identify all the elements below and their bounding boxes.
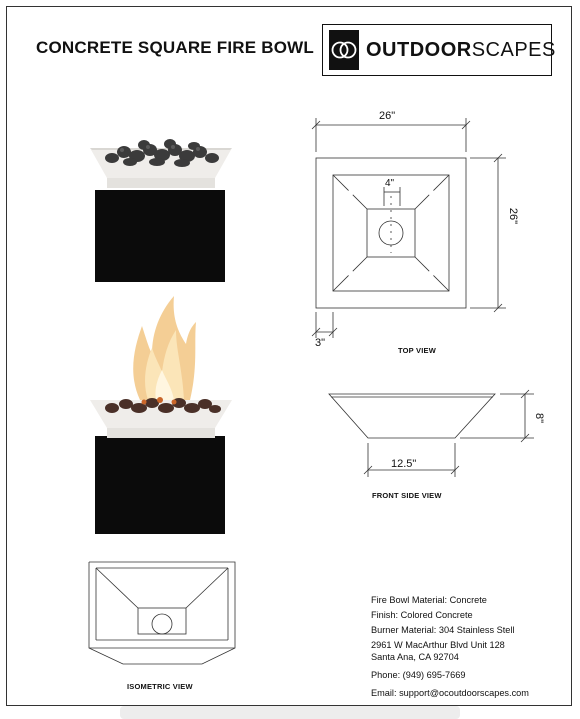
flame-icon xyxy=(133,296,196,400)
lip-width-label: 3" xyxy=(315,337,326,349)
isometric-view-caption: ISOMETRIC VIEW xyxy=(127,682,193,691)
spec-material: Fire Bowl Material: Concrete xyxy=(371,595,487,605)
spec-details xyxy=(371,594,529,699)
front-height-label: 8" xyxy=(533,412,546,424)
top-depth-label: 26" xyxy=(507,207,520,225)
spec-burner: Burner Material: 304 Stainless Stell xyxy=(371,625,515,635)
pedestal xyxy=(95,436,225,534)
top-view-drawing xyxy=(300,108,535,348)
logo-wordmark: OUTDOORSCAPES xyxy=(366,38,556,61)
isometric-view-drawing xyxy=(86,558,242,678)
brand-logo xyxy=(322,24,556,76)
burner-width-label: 4" xyxy=(385,178,395,189)
front-base-label: 12.5" xyxy=(391,458,417,470)
top-width-label: 26" xyxy=(379,110,396,122)
page-shadow xyxy=(120,706,460,719)
product-photo-unlit xyxy=(82,138,242,284)
top-view-caption: TOP VIEW xyxy=(398,346,436,355)
spec-address-line2: Santa Ana, CA 92704 xyxy=(371,652,459,662)
front-view-caption: FRONT SIDE VIEW xyxy=(372,491,442,500)
page-title: CONCRETE SQUARE FIRE BOWL xyxy=(36,38,314,57)
spec-email: Email: support@ocoutdoorscapes.com xyxy=(371,688,529,698)
product-photo-lit xyxy=(82,296,242,536)
spec-phone: Phone: (949) 695-7669 xyxy=(371,670,466,680)
spec-finish: Finish: Colored Concrete xyxy=(371,610,473,620)
logo-rings-icon xyxy=(329,30,359,70)
pedestal xyxy=(95,190,225,282)
spec-address-line1: 2961 W MacArthur Blvd Unit 128 xyxy=(371,640,505,650)
front-view-drawing xyxy=(320,385,545,485)
